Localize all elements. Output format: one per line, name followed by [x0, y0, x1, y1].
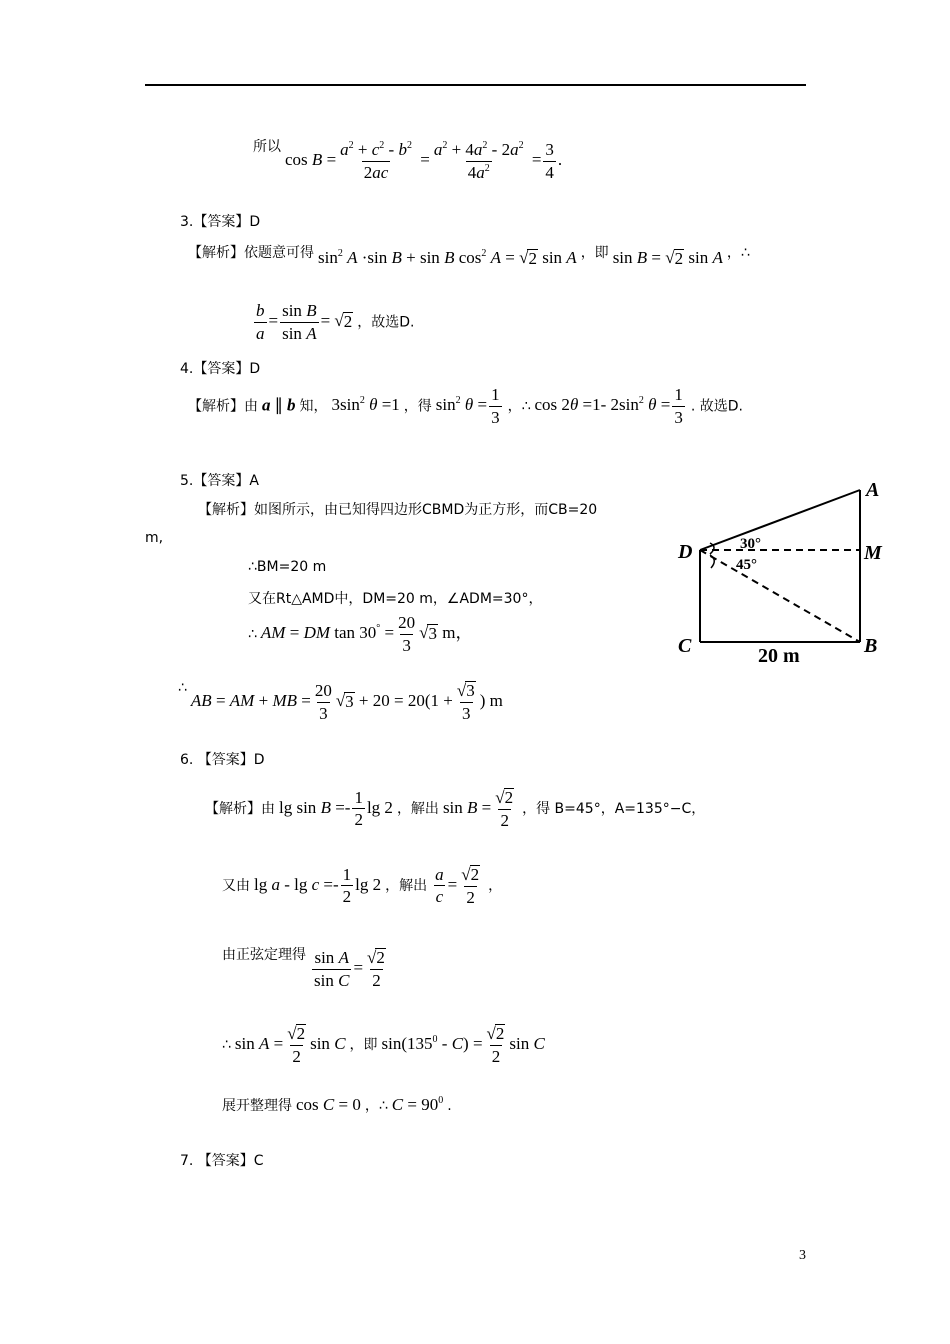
q4-analysis: 【解析】由 a ∥ b 知， $3\sin^2$ θ =1 ，得 $\sin^2 \theta$ = $\frac{1}{3}$ ，∴ cos 2θ =1- $2\sin^2$ θ = $\frac{1}{3}$ . 故选D.: [188, 385, 743, 427]
formula-q6-7: $\sin(135^0 - C)$ = √ 2 2 sin C: [381, 1024, 545, 1066]
base-label: 20 m: [758, 645, 800, 667]
formula-q6-4: $\frac{a}{c}$ = √ 2 2: [435, 864, 480, 907]
label-a: A: [866, 479, 880, 501]
formula-q3-2: sin B = √ 2 sin A: [612, 248, 723, 269]
q6-expand: 展开整理得 cos C = 0 ，∴ $C = 90^0$ .: [222, 1095, 452, 1114]
q6-analysis: 【解析】由 lg sin B =- $\frac{1}{2}$ lg 2 ，解出 sin B = √ 2 2 ，得 B=45°，A=135°−C，: [205, 787, 706, 830]
label-b: B: [864, 635, 878, 657]
q3-analysis: 【解析】依题意可得 $\sin^2 A \cdot\sin$ B + sin B $\cos^2 A$ = √ 2 sin A ，即 sin B = √ 2 sin A ，∴: [188, 245, 750, 269]
angle-label-30: 30°: [740, 536, 761, 552]
line-db: [700, 550, 860, 642]
page-number: 3: [799, 1248, 806, 1263]
q3-result: $\frac{b}{a}$ = $\frac{\text{sin B}}{\text{sin A}}$ = √ 2 ，故选D.: [252, 302, 415, 343]
cosb-line: [253, 136, 562, 181]
angle-label-45: 45°: [736, 557, 757, 573]
formula-q6-1: lg sin B =- $\frac{1}{2}$ lg 2: [279, 787, 393, 830]
q5-analysis-1: 【解析】如图所示，由已知得四边形CBMD为正方形，而CB=20: [198, 502, 598, 518]
q4-answer: 4.【答案】D: [180, 361, 261, 377]
formula-q6-2: sin B = √ 2 2: [442, 788, 514, 830]
label-m: M: [864, 542, 882, 564]
formula-q6-3: lg a - lg c =- $\frac{1}{2}$ lg 2: [254, 864, 382, 907]
q6-sine-rule: 由正弦定理得 $\frac{\text{sin A}}{\text{sin C}}$ = √ 2 2: [222, 944, 390, 990]
formula-q4-2: $\sin^2 \theta$ = $\frac{1}{3}$: [435, 385, 500, 427]
q5-ab: ∴ AB = AM + MB = $\frac{20}{3}$ √ 3 + 20 = 20(1 + √ 3 3 ) m: [178, 680, 503, 724]
q5-figure: [670, 470, 900, 670]
formula-q5-1: AM = DM tan 30° = $\frac{20}{3}$ √ 3 m，: [260, 613, 473, 655]
q6-therefore: ∴ sin A = √ 2 2 sin C ，即 $\sin(135^0 - C)$ = √ 2 2 sin C: [222, 1024, 545, 1066]
q6-again: 又由 lg a - lg c =- $\frac{1}{2}$ lg 2 ，解出 $\frac{a}{c}$ = √ 2 2 ，: [222, 864, 503, 907]
q7-answer: 7. 【答案】C: [180, 1153, 264, 1169]
q5-am: ∴ AM = DM tan 30° = $\frac{20}{3}$ √ 3 m，: [248, 613, 473, 655]
q5-analysis-2: m,: [145, 530, 164, 546]
q6-answer: 6. 【答案】D: [180, 752, 265, 768]
header-rule: [145, 84, 806, 86]
q3-answer: 3.【答案】D: [180, 214, 261, 230]
formula-q6-8: cos C = 0: [296, 1095, 361, 1114]
label-c: C: [678, 635, 692, 657]
formula-q6-9: $C = 90^0$: [391, 1095, 444, 1114]
formula-q3-1: $\sin^2 A \cdot\sin$ B + sin B $\cos^2 A$ = √ 2 sin A: [318, 248, 577, 269]
intro-prefix: 所以: [253, 139, 281, 155]
q5-rt: 又在Rt△AMD中，DM=20 m，∠ADM=30°，: [248, 591, 543, 607]
angle-arc-30: [710, 543, 714, 554]
formula-cosb: cos B = $\frac{a^2 + c^2 - b^2}{2ac}$ = $\frac{a^2 + 4a^2 - 2a^2}{4a^2}$ = $\frac{3}{4}$ .: [285, 139, 563, 182]
label-d: D: [678, 541, 693, 563]
formula-q3-3: $\frac{b}{a}$ = $\frac{\text{sin B}}{\text{sin A}}$ = √ 2: [256, 301, 353, 343]
line-da: [700, 490, 860, 550]
formula-q5-2: AB = AM + MB = $\frac{20}{3}$ √ 3 + 20 = 20(1 + √ 3 3 ) m: [190, 680, 503, 724]
formula-q6-6: sin A = √ 2 2 sin C: [234, 1024, 346, 1066]
q5-answer: 5.【答案】A: [180, 473, 259, 489]
formula-q4-1: $3\sin^2$ θ =1: [331, 395, 400, 415]
q5-bm: ∴BM=20 m: [248, 559, 327, 575]
formula-q6-5: $\frac{\text{sin A}}{\text{sin C}}$ = √ 2 2: [314, 947, 385, 991]
formula-q4-3: cos 2θ =1- $2\sin^2$ θ = $\frac{1}{3}$: [534, 385, 683, 427]
